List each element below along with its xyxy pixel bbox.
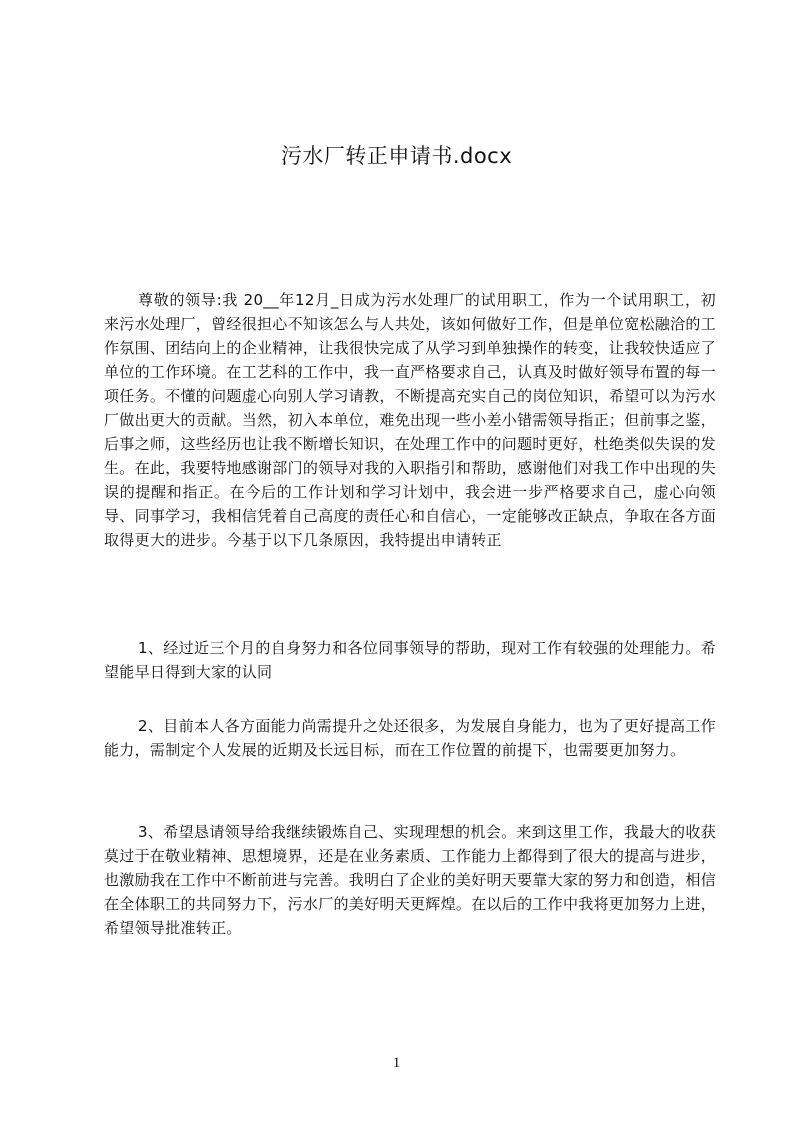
paragraph-point-2: 2、目前本人各方面能力尚需提升之处还很多，为发展自身能力，也为了更好提高工作能力，需制定个人发展的近期及长远目标，而在工作位置的前提下，也需要更加努力。 <box>104 717 716 759</box>
document-title: 污水厂转正申请书.docx <box>280 144 513 168</box>
paragraph-intro: 尊敬的领导:我 20__年12月_日成为污水处理厂的试用职工，作为一个试用职工，初来污水处理厂，曾经很担心不知该怎么与人共处，该如何做好工作，但是单位宽松融洽的工作氛围、团结向上的企业精神，让我很快完成了从学习到单独操作的转变，让我较快适应了单位的工作环境。在工艺科的工作中，我一直严格要求自己，认真及时做好领导布置的每一项任务。不懂的问题虚心向别人学习请教，不断提高充实自己的岗位知识，希望可以为污水厂做出更大的贡献。当然，初入本单位，难免出现一些小差小错需领导指正；但前事之鉴，后事之师，这些经历也让我不断增长知识，在处理工作中的问题时更好，杜绝类似失误的发生。在此，我要特地感谢部门的领导对我的入职指引和帮助，感谢他们对我工作中出现的失误的提醒和指正。在今后的工作计划和学习计划中，我会进一步严格要求自己，虚心向领导、同事学习，我相信凭着自己高度的责任心和自信心，一定能够改正缺点，争取在各方面取得更大的进步。今基于以下几条原因，我特提出申请转正 <box>104 291 717 549</box>
paragraph-point-3: 3、希望恳请领导给我继续锻炼自己、实现理想的机会。来到这里工作，我最大的收获莫过于在敬业精神、思想境界，还是在业务素质、工作能力上都得到了很大的提高与进步，也激励我在工作中不断前进与完善。我明白了企业的美好明天要靠大家的努力和创造，相信在全体职工的共同努力下，污水厂的美好明天更辉煌。在以后的工作中我将更加努力上进，希望领导批准转正。 <box>104 823 717 937</box>
paragraph-point-1: 1、经过近三个月的自身努力和各位同事领导的帮助，现对工作有较强的处理能力。希望能早日得到大家的认同 <box>104 639 716 681</box>
page-number: 1 <box>392 1055 401 1071</box>
